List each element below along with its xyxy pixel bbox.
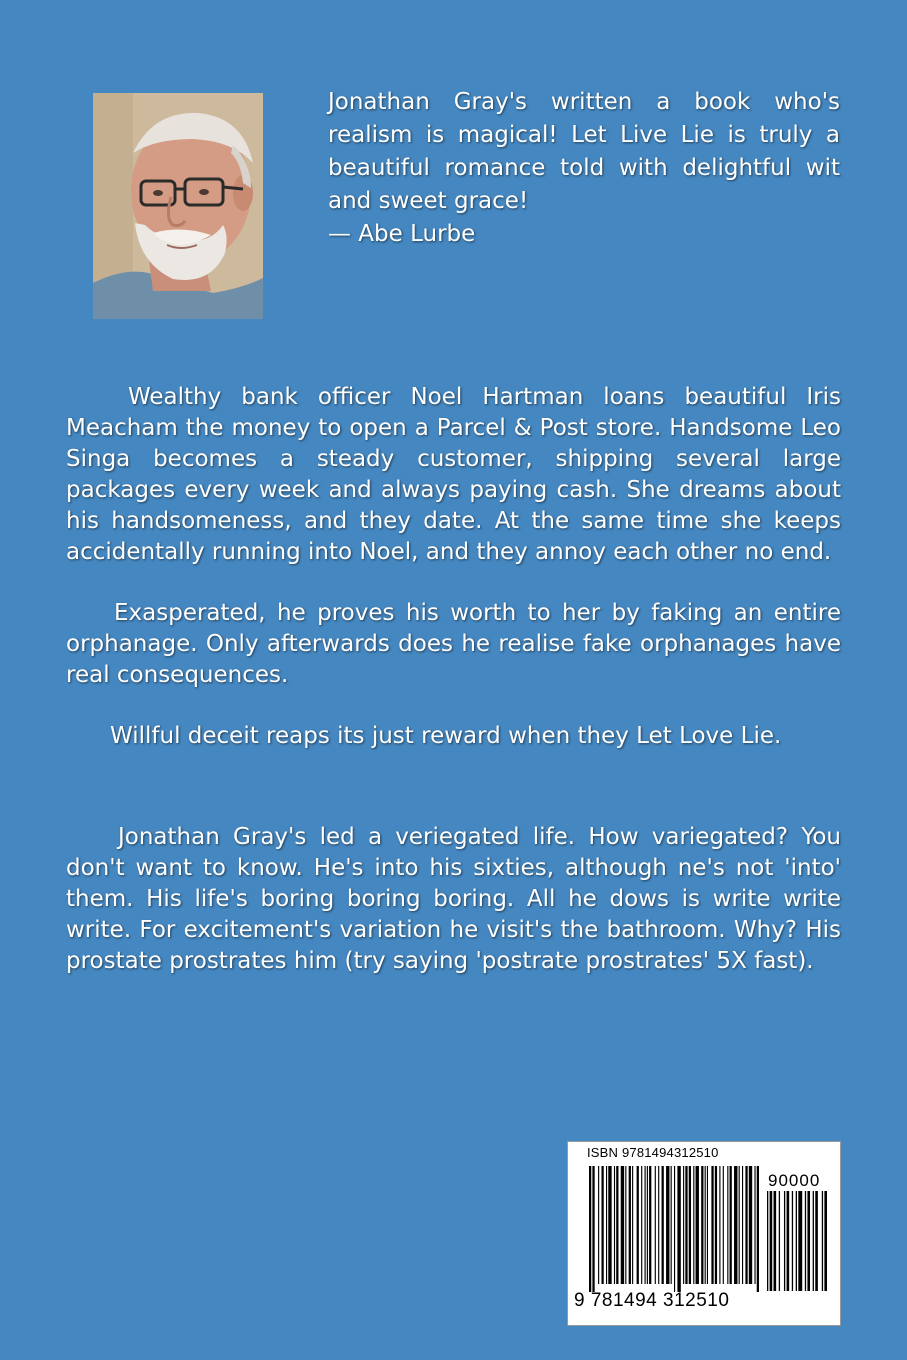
barcode-bar: [641, 1166, 642, 1284]
barcode-bar: [711, 1166, 713, 1284]
price-code: 90000: [768, 1171, 821, 1190]
addon-bars: [767, 1191, 829, 1296]
barcode-bar: [637, 1166, 639, 1284]
barcode-bar: [658, 1166, 659, 1284]
barcode-bar: [787, 1191, 790, 1291]
barcode-bar: [674, 1166, 675, 1292]
barcode-bar: [719, 1166, 720, 1284]
barcode-bar: [666, 1166, 669, 1284]
barcode-bar: [734, 1166, 737, 1284]
isbn-label: ISBN 9781494312510: [587, 1145, 719, 1160]
barcode-bar: [683, 1166, 684, 1284]
barcode-bar: [796, 1191, 797, 1291]
barcode-bar: [730, 1166, 732, 1284]
barcode-bar: [767, 1191, 768, 1291]
barcode-bar: [707, 1166, 708, 1284]
review-text: Jonathan Gray's written a book who's realism is magical! Let Live Lie is truly a beautiful romance told with delightful wit and sweet grace!: [328, 89, 840, 214]
barcode-bar: [598, 1166, 599, 1284]
isbn-digits: 9 781494 312510: [574, 1290, 730, 1311]
barcode-bar: [608, 1166, 611, 1284]
blurb-paragraph-1: Wealthy bank officer Noel Hartman loans beautiful Iris Meacham the money to open a Parcel & Post store. Handsome Leo Singa becomes a steady customer, shipping several large packages every week and always paying cash. She dreams about his handsomeness, and they date. At the same time she keeps accidentally running into Noel, and they annoy each other no end.: [66, 384, 841, 565]
review-attribution: — Abe Lurbe: [328, 221, 476, 247]
barcode-bar: [824, 1191, 827, 1291]
book-blurb: [66, 382, 841, 752]
barcode-bar: [621, 1166, 624, 1284]
barcode-bar: [647, 1166, 648, 1284]
barcode-bar: [701, 1166, 703, 1284]
barcode-bar: [671, 1166, 672, 1284]
barcode-bar: [792, 1191, 793, 1291]
barcode-bar: [589, 1166, 591, 1292]
barcode-bar: [745, 1166, 747, 1284]
barcode-bar: [632, 1166, 633, 1284]
barcode-bar: [757, 1166, 759, 1292]
blurb-paragraph-2: Exasperated, he proves his worth to her by faking an entire orphanage. Only afterwards does he realise fake orphanages have real consequences.: [66, 600, 841, 688]
ean13-bars: [589, 1166, 761, 1296]
barcode-bar: [798, 1191, 802, 1291]
barcode-bar: [715, 1166, 717, 1284]
barcode-bar: [774, 1191, 777, 1291]
barcode-bar: [629, 1166, 631, 1284]
barcode-bar: [813, 1191, 814, 1291]
barcode-bar: [662, 1166, 664, 1284]
barcode-bar: [645, 1166, 646, 1284]
barcode-bar: [693, 1166, 694, 1284]
barcode-bar: [649, 1166, 651, 1284]
barcode-bar: [805, 1191, 806, 1291]
barcode-bar: [606, 1166, 607, 1284]
author-portrait-image: [93, 93, 263, 319]
barcode-bar: [655, 1166, 656, 1284]
barcode-bar: [685, 1166, 687, 1284]
barcode-bar: [742, 1166, 743, 1284]
barcode-bar: [779, 1191, 780, 1291]
author-bio: Jonathan Gray's led a veriegated life. How variegated? You don't want to know. He's into his sixties, although ne's not 'into' them. His life's boring boring boring. All he dows is write write write. For excitement's variation he visit's the bathroom. Why? His prostate prostrates him (try saying 'postrate prostrates' 5X fast).: [66, 824, 841, 974]
barcode-bar: [723, 1166, 724, 1284]
barcode-bar: [689, 1166, 691, 1284]
barcode-bar: [807, 1191, 810, 1291]
barcode-bar: [614, 1166, 615, 1284]
barcode-bar: [601, 1166, 603, 1284]
barcode-bar: [677, 1166, 680, 1292]
barcode-bar: [770, 1191, 773, 1291]
barcode-bar: [754, 1166, 755, 1284]
barcode-bar: [616, 1166, 618, 1284]
barcode-bar: [822, 1191, 823, 1291]
barcode-bar: [727, 1166, 728, 1284]
review-quote: [328, 86, 840, 251]
isbn-barcode: [567, 1141, 841, 1326]
barcode-bar: [625, 1166, 626, 1284]
barcode-bar: [784, 1191, 785, 1291]
barcode-bar: [749, 1166, 752, 1284]
barcode-bar: [815, 1191, 818, 1291]
barcode-bar: [592, 1166, 594, 1292]
barcode-bar: [705, 1166, 706, 1284]
barcode-bar: [739, 1166, 740, 1284]
barcode-bar: [696, 1166, 699, 1284]
author-photo: [93, 93, 263, 319]
blurb-paragraph-3: Willful deceit reaps its just reward when they Let Love Lie.: [110, 723, 782, 749]
